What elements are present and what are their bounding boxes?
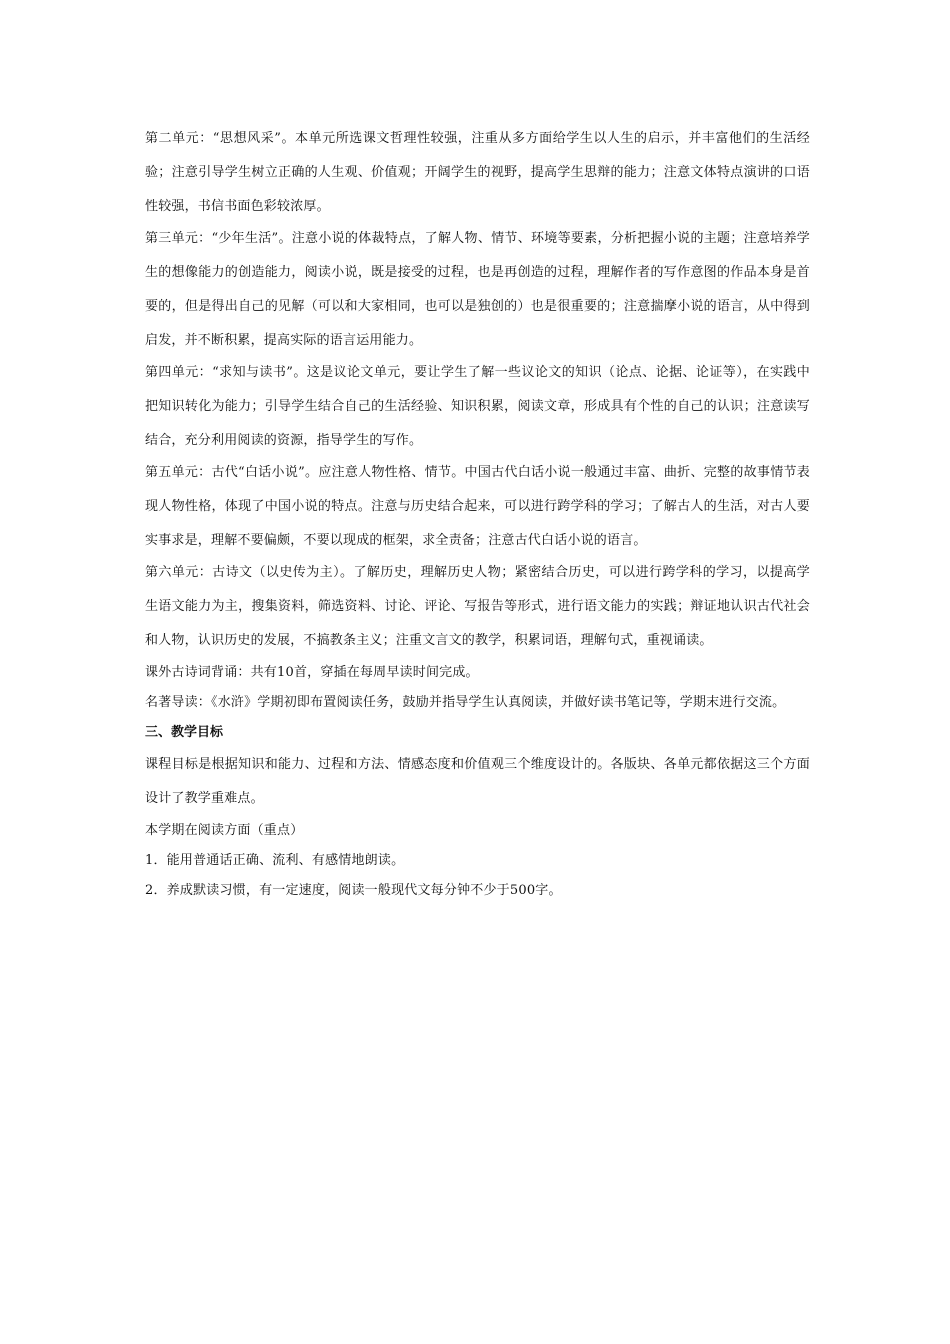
document-body: [145, 122, 810, 906]
section-heading-teaching-goals: 三、教学目标: [145, 725, 224, 740]
paragraph-unit-4: 第四单元：“求知与读书”。这是议论文单元，要让学生了解一些议论文的知识（论点、论据、论证等），在实践中把知识转化为能力；引导学生结合自己的生活经验、知识积累，阅读文章，形成具有个性的自己的认识；注意读写结合，充分利用阅读的资源，指导学生的写作。: [145, 365, 810, 448]
paragraph-unit-3: 第三单元：“少年生活”。注意小说的体裁特点，了解人物、情节、环境等要素，分析把握小说的主题；注意培养学生的想像能力的创造能力，阅读小说，既是接受的过程，也是再创造的过程，理解作者的写作意图的作品本身是首要的，但是得出自己的见解（可以和大家相同，也可以是独创的）也是很重要的；注意揣摩小说的语言，从中得到启发，并不断积累，提高实际的语言运用能力。: [145, 231, 810, 348]
paragraph-classic-reading: 名著导读：《水浒》学期初即布置阅读任务，鼓励并指导学生认真阅读，并做好读书笔记等，学期末进行交流。: [145, 695, 786, 710]
paragraph-course-goals: 课程目标是根据知识和能力、过程和方法、情感态度和价值观三个维度设计的。各版块、各单元都依据这三个方面设计了教学重难点。: [145, 757, 810, 806]
paragraph-reading-intro: 本学期在阅读方面（重点）: [145, 823, 304, 838]
paragraph-unit-2: 第二单元：“思想风采”。本单元所选课文哲理性较强，注重从多方面给学生以人生的启示，并丰富他们的生活经验；注意引导学生树立正确的人生观、价值观；开阔学生的视野，提高学生思辩的能力；注意文体特点演讲的口语性较强，书信书面色彩较浓厚。: [145, 131, 810, 214]
list-item-silent-reading: 2．养成默读习惯，有一定速度，阅读一般现代文每分钟不少于500字。: [145, 883, 562, 898]
paragraph-poetry-recitation: 课外古诗词背诵：共有10首，穿插在每周早读时间完成。: [145, 665, 479, 680]
list-item-reading-aloud: 1．能用普通话正确、流利、有感情地朗读。: [145, 853, 405, 868]
paragraph-unit-5: 第五单元：古代“白话小说”。应注意人物性格、情节。中国古代白话小说一般通过丰富、曲折、完整的故事情节表现人物性格，体现了中国小说的特点。注意与历史结合起来，可以进行跨学科的学习；了解古人的生活，对古人要实事求是，理解不要偏颇，不要以现成的框架，求全责备；注意古代白话小说的语言。: [145, 465, 810, 548]
paragraph-unit-6: 第六单元：古诗文（以史传为主）。了解历史，理解历史人物；紧密结合历史，可以进行跨学科的学习，以提高学生语文能力为主，搜集资料，筛选资料、讨论、评论、写报告等形式，进行语文能力的实践；辩证地认识古代社会和人物，认识历史的发展，不搞教条主义；注重文言文的教学，积累词语，理解句式，重视诵读。: [145, 565, 810, 648]
